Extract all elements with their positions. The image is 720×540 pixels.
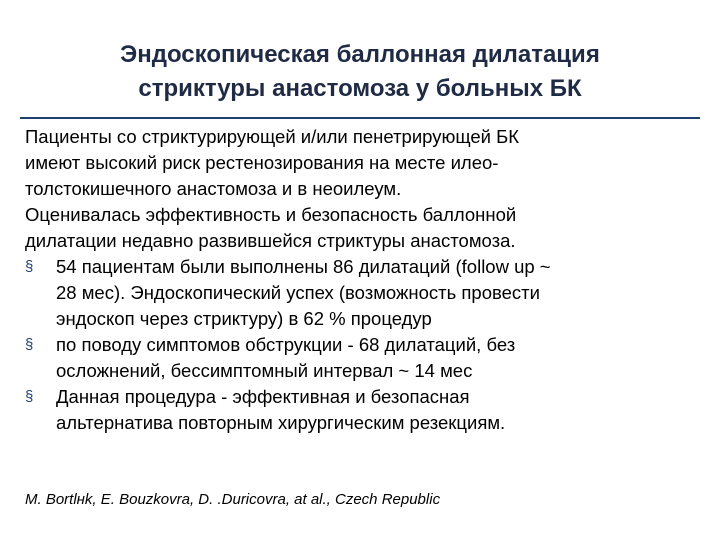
bullet-line: альтернатива повторным хирургическим резекциям.	[56, 412, 506, 433]
bullet-marker-icon: §	[25, 258, 34, 275]
study-aim-paragraph	[25, 202, 697, 254]
slide-title-line-2: стриктуры анастомоза у больных БК	[138, 75, 582, 102]
bullet-line: эндоскоп через стриктуру) в 62 % процедур	[56, 308, 432, 329]
citation: M. Bortlнk, E. Bouzkovrа, D. .Duricovrа, at al., Czech Republic	[25, 491, 441, 508]
paragraph-line: дилатации недавно развившейся стриктуры анастомоза.	[25, 230, 516, 251]
paragraph-line: Пациенты со стриктурирующей и/или пенетрирующей БК	[25, 126, 520, 147]
slide-body	[25, 124, 697, 436]
bullet-line: осложнений, бессимптомный интервал ~ 14 мес	[56, 360, 473, 381]
paragraph-line: имеют высокий риск рестенозирования на месте илео-	[25, 152, 499, 173]
bullet-line: 54 пациентам были выполнены 86 дилатаций (follow up ~	[56, 256, 551, 277]
bullet-line: Данная процедура - эффективная и безопасная	[56, 386, 470, 407]
slide-title	[0, 38, 720, 106]
bullet-item-results	[25, 254, 697, 332]
bullet-item-conclusion	[25, 384, 697, 436]
title-divider	[20, 117, 700, 119]
bullet-text	[56, 384, 697, 436]
bullet-line: 28 мес). Эндоскопический успех (возможность провести	[56, 282, 540, 303]
bullet-marker-icon: §	[25, 336, 34, 353]
bullet-marker-icon: §	[25, 388, 34, 405]
bullet-line: по поводу симптомов обструкции - 68 дилатаций, без	[56, 334, 516, 355]
paragraph-line: Оценивалась эффективность и безопасность баллонной	[25, 204, 517, 225]
paragraph-line: толстокишечного анастомоза и в неоилеум.	[25, 178, 402, 199]
bullet-text	[56, 254, 697, 332]
bullet-text	[56, 332, 697, 384]
bullet-item-obstruction	[25, 332, 697, 384]
slide-title-line-1: Эндоскопическая баллонная дилатация	[120, 41, 600, 68]
intro-paragraph	[25, 124, 697, 202]
